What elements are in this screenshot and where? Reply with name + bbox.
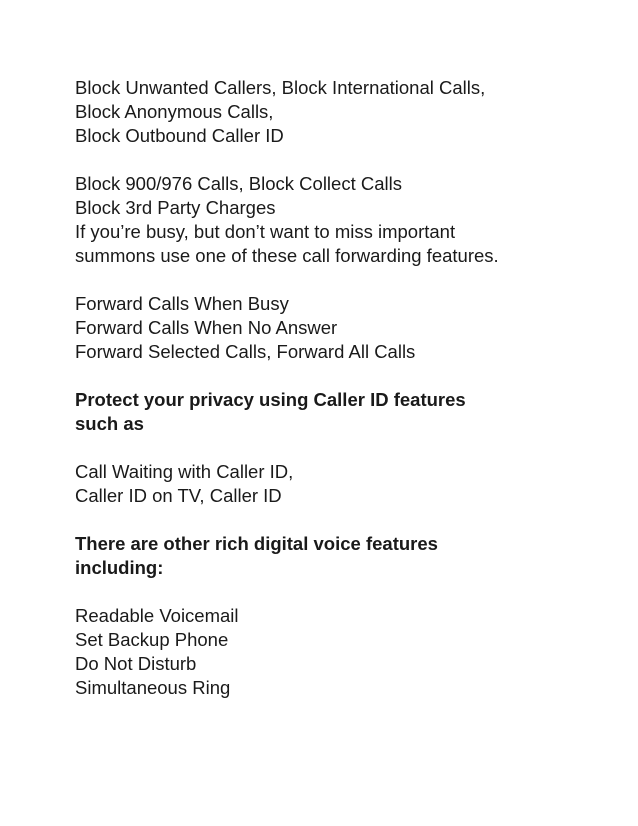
text-line: Simultaneous Ring [75,677,231,698]
heading-line: There are other rich digital voice features [75,533,438,554]
document-body [75,76,595,724]
text-line: Caller ID on TV, Caller ID [75,485,282,506]
heading-line: including: [75,557,164,578]
text-line: Block Anonymous Calls, [75,101,274,122]
heading-other-features [75,532,595,580]
text-line: Forward Calls When Busy [75,293,289,314]
text-line: Do Not Disturb [75,653,197,674]
text-line: Call Waiting with Caller ID, [75,461,294,482]
text-line: Block Outbound Caller ID [75,125,284,146]
paragraph-caller-id-features [75,460,595,508]
text-line: Block Unwanted Callers, Block International Calls, [75,77,486,98]
text-line: If you’re busy, but don’t want to miss important [75,221,456,242]
heading-line: such as [75,413,144,434]
heading-caller-id-privacy [75,388,595,436]
paragraph-call-forwarding [75,292,595,364]
text-line: Set Backup Phone [75,629,229,650]
text-line: Forward Selected Calls, Forward All Calls [75,341,416,362]
text-line: Forward Calls When No Answer [75,317,338,338]
text-line: summons use one of these call forwarding features. [75,245,499,266]
text-line: Readable Voicemail [75,605,239,626]
text-line: Block 3rd Party Charges [75,197,276,218]
paragraph-charges-and-forwarding-intro [75,172,595,268]
text-line: Block 900/976 Calls, Block Collect Calls [75,173,402,194]
paragraph-call-blocking [75,76,595,148]
paragraph-digital-voice-features [75,604,595,700]
heading-line: Protect your privacy using Caller ID features [75,389,466,410]
